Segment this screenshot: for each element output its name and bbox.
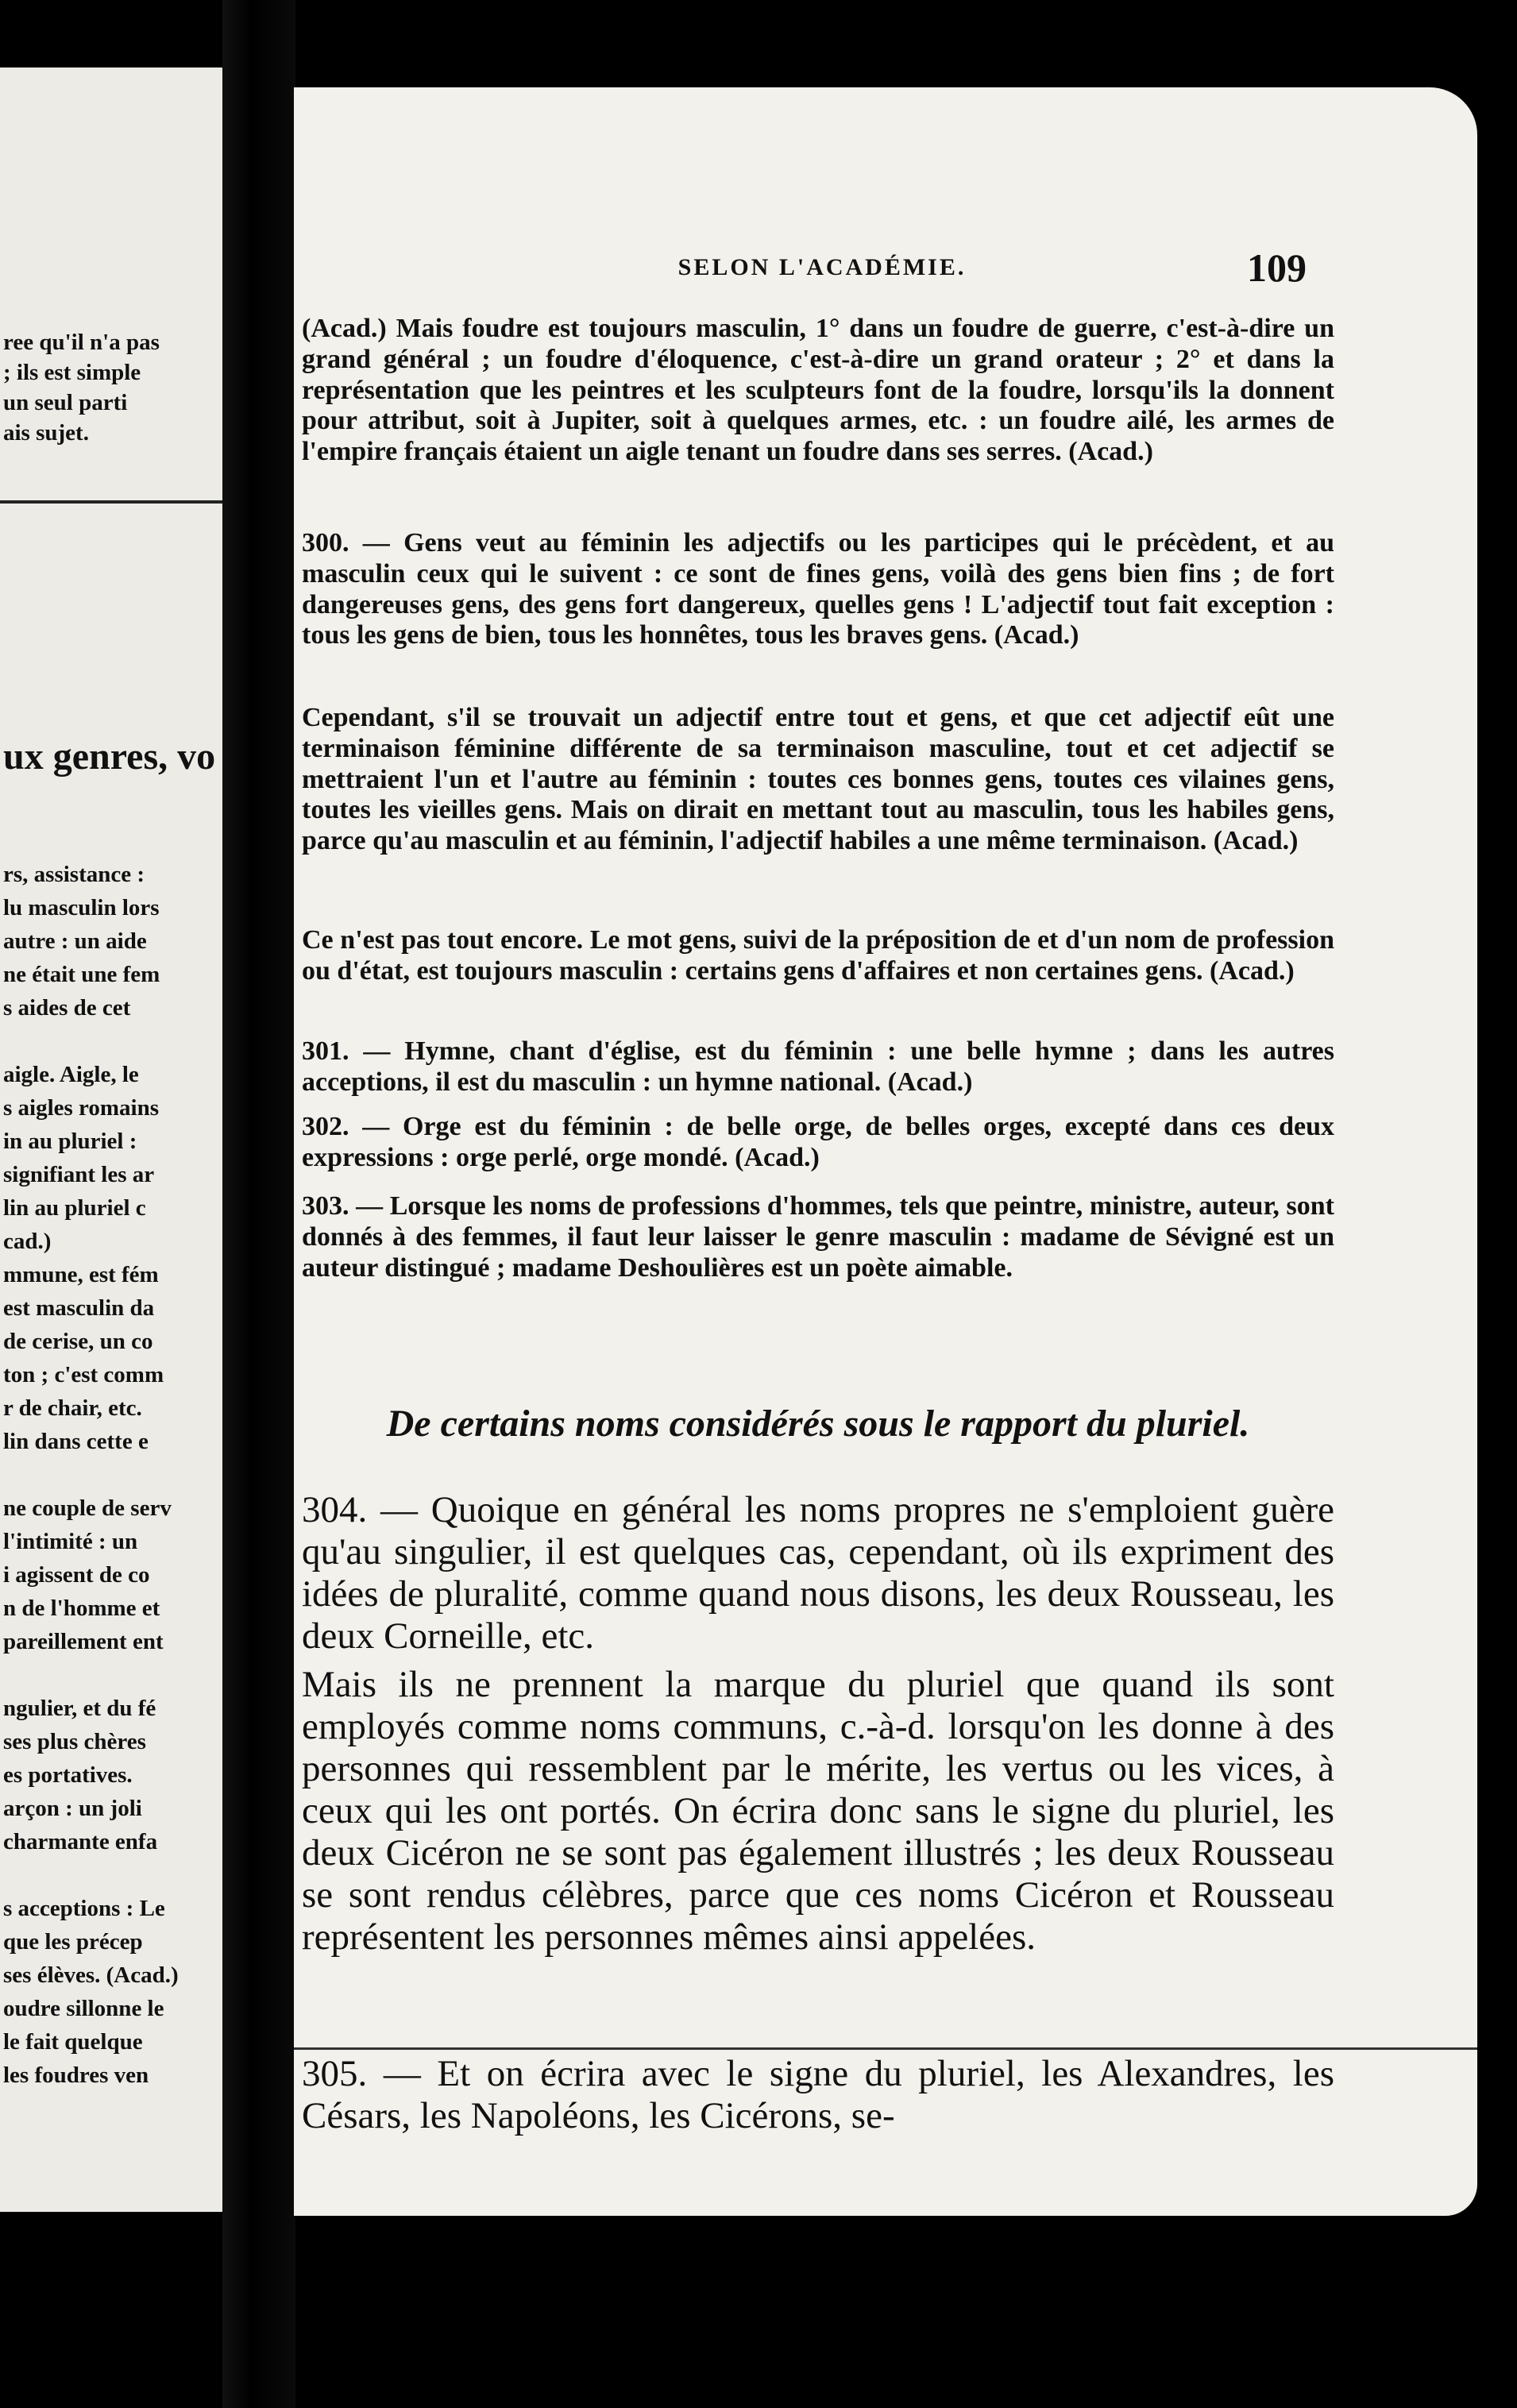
paragraph-305 — [302, 2053, 1334, 2137]
paragraph-text: 300. — Gens veut au féminin les adjectifs ou les participes qui le précèdent, et au masculin ceux qui le suivent : ce sont de fines gens, voilà des gens bien fins ; de fort dangereuses gens, des gens fort dangereux, quelles gens ! L'adjectif tout fait exception : tous les gens de bien, tous les honnêtes, tous les braves gens. (Acad.) — [302, 528, 1334, 650]
facing-page-line: charmante enfa — [3, 1829, 158, 1854]
facing-page-line: ton ; c'est comm — [3, 1362, 164, 1387]
page-number: 109 — [1247, 245, 1307, 290]
paragraph-text: 303. — Lorsque les noms de professions d'hommes, tels que peintre, ministre, auteur, sont donnés à des femmes, il faut leur laisser le genre masculin : madame de Sévigné est un auteur distingué ; madame Deshoulières est un poète aimable. — [302, 1191, 1334, 1283]
facing-page-line: ne était une fem — [3, 962, 160, 987]
facing-page-fragment — [0, 68, 222, 2212]
paragraph-text: 301. — Hymne, chant d'église, est du féminin : une belle hymne ; dans les autres acceptions, il est du masculin : un hymne national. (Acad.) — [302, 1036, 1334, 1097]
facing-page-line: ses élèves. (Acad.) — [3, 1962, 179, 1988]
facing-page-line: signifiant les ar — [3, 1162, 155, 1187]
section-heading: De certains noms considérés sous le rapport du pluriel. — [386, 1403, 1250, 1445]
facing-page-line: ais sujet. — [3, 420, 89, 446]
facing-page-line: n de l'homme et — [3, 1596, 160, 1621]
paragraph-text: 305. — Et on écrira avec le signe du pluriel, les Alexandres, les Césars, les Napoléons, les Cicérons, se- — [302, 2053, 1334, 2136]
main-page — [294, 87, 1477, 2216]
facing-page-line: ngulier, et du fé — [3, 1696, 156, 1721]
paragraph-301 — [302, 1036, 1334, 1098]
facing-page-line: ne couple de serv — [3, 1495, 172, 1521]
paragraph-300 — [302, 528, 1334, 651]
facing-page-line: ree qu'il n'a pas — [3, 330, 160, 355]
paragraph-text: Mais ils ne prennent la marque du pluriel que quand ils sont employés comme noms communs, c.-à-d. lorsqu'on les donne à des personnes qui ressemblent par le mérite, les vertus ou les vices, à ceux qui les ont portés. On écrira donc sans le signe du pluriel, les deux Cicéron ne se sont pas également illustrés ; les deux Rousseau se sont rendus célèbres, parce que ces noms Cicéron et Rousseau représentent les personnes mêmes ainsi appelées. — [302, 1664, 1334, 1958]
paragraph-text: Cependant, s'il se trouvait un adjectif entre tout et gens, et que cet adjectif eût une terminaison féminine différente de sa terminaison masculine, tout et cet adjectif se mettraient l'un et l'autre au féminin : toutes ces bonnes gens, toutes ces vilaines gens, toutes les vieilles gens. Mais on dirait en mettant tout au masculin, tous les habiles gens, parce qu'au masculin et au féminin, l'adjectif habiles a une même terminaison. (Acad.) — [302, 703, 1334, 856]
facing-page-line: est masculin da — [3, 1295, 155, 1321]
facing-page-line: r de chair, etc. — [3, 1395, 142, 1421]
facing-page-line: lin au pluriel c — [3, 1195, 146, 1221]
facing-page-line: ses plus chères — [3, 1729, 146, 1754]
facing-page-line: mmune, est fém — [3, 1262, 159, 1287]
paragraph-gens-cependant — [302, 703, 1334, 857]
paragraph-text: Ce n'est pas tout encore. Le mot gens, suivi de la préposition de et d'un nom de profession ou d'état, est toujours masculin : certains gens d'affaires et non certaines gens. (Acad.) — [302, 925, 1334, 986]
facing-page-line: aigle. Aigle, le — [3, 1062, 139, 1087]
facing-page-line: lin dans cette e — [3, 1429, 149, 1454]
paragraph-text: 304. — Quoique en général les noms propres ne s'emploient guère qu'au singulier, il est quelques cas, cependant, où ils expriment des idées de pluralité, comme quand nous disons, les deux Rousseau, les deux Corneille, etc. — [302, 1489, 1334, 1657]
paragraph-304 — [302, 1489, 1334, 1657]
paragraph-303 — [302, 1191, 1334, 1283]
paragraph-302 — [302, 1112, 1334, 1174]
book-gutter — [222, 0, 295, 2408]
facing-page-line: ; ils est simple — [3, 360, 141, 385]
facing-page-line: es portatives. — [3, 1762, 133, 1788]
facing-page-line: arçon : un joli — [3, 1796, 142, 1821]
facing-page-line: lu masculin lors — [3, 895, 160, 920]
paragraph-pluriel-regle — [302, 1664, 1334, 1958]
facing-page-line: rs, assistance : — [3, 862, 145, 887]
facing-page-line: cad.) — [3, 1229, 52, 1254]
facing-page-rule — [0, 500, 222, 504]
paragraph-text: 302. — Orge est du féminin : de belle orge, de belles orges, excepté dans ces deux expressions : orge perlé, orge mondé. (Acad.) — [302, 1112, 1334, 1172]
facing-page-line: les foudres ven — [3, 2063, 149, 2088]
facing-page-line: de cerise, un co — [3, 1329, 153, 1354]
facing-page-line: le fait quelque — [3, 2029, 143, 2055]
facing-page-line: un seul parti — [3, 390, 128, 415]
facing-page-line: que les précep — [3, 1929, 143, 1955]
paragraph-text: (Acad.) Mais foudre est toujours masculin, 1° dans un foudre de guerre, c'est-à-dire un grand général ; un foudre d'éloquence, c'est-à-dire un grand orateur ; 2° et dans la représentation que les peintres et les sculpteurs font de la foudre, lorsqu'ils la donnent pour attribut, soit à Jupiter, soit à quelques armes, etc. : un foudre ailé, les armes de l'empire français étaient un aigle tenant un foudre dans ses serres. (Acad.) — [302, 314, 1334, 467]
facing-page-line: i agissent de co — [3, 1562, 150, 1588]
facing-page-line: s acceptions : Le — [3, 1896, 165, 1921]
facing-page-line: s aigles romains — [3, 1095, 160, 1121]
facing-page-heading: ux genres, vo — [3, 735, 216, 778]
facing-page-line: l'intimité : un — [3, 1529, 138, 1554]
facing-page-line: s aides de cet — [3, 995, 131, 1021]
facing-page-line: autre : un aide — [3, 928, 147, 954]
paragraph-foudre — [302, 314, 1334, 468]
running-head: SELON L'ACADÉMIE. — [677, 254, 967, 280]
page-divider — [294, 2047, 1477, 2050]
facing-page-line: in au pluriel : — [3, 1129, 137, 1154]
paragraph-gens-suite — [302, 925, 1334, 987]
facing-page-line: oudre sillonne le — [3, 1996, 164, 2021]
facing-page-line: pareillement ent — [3, 1629, 164, 1654]
